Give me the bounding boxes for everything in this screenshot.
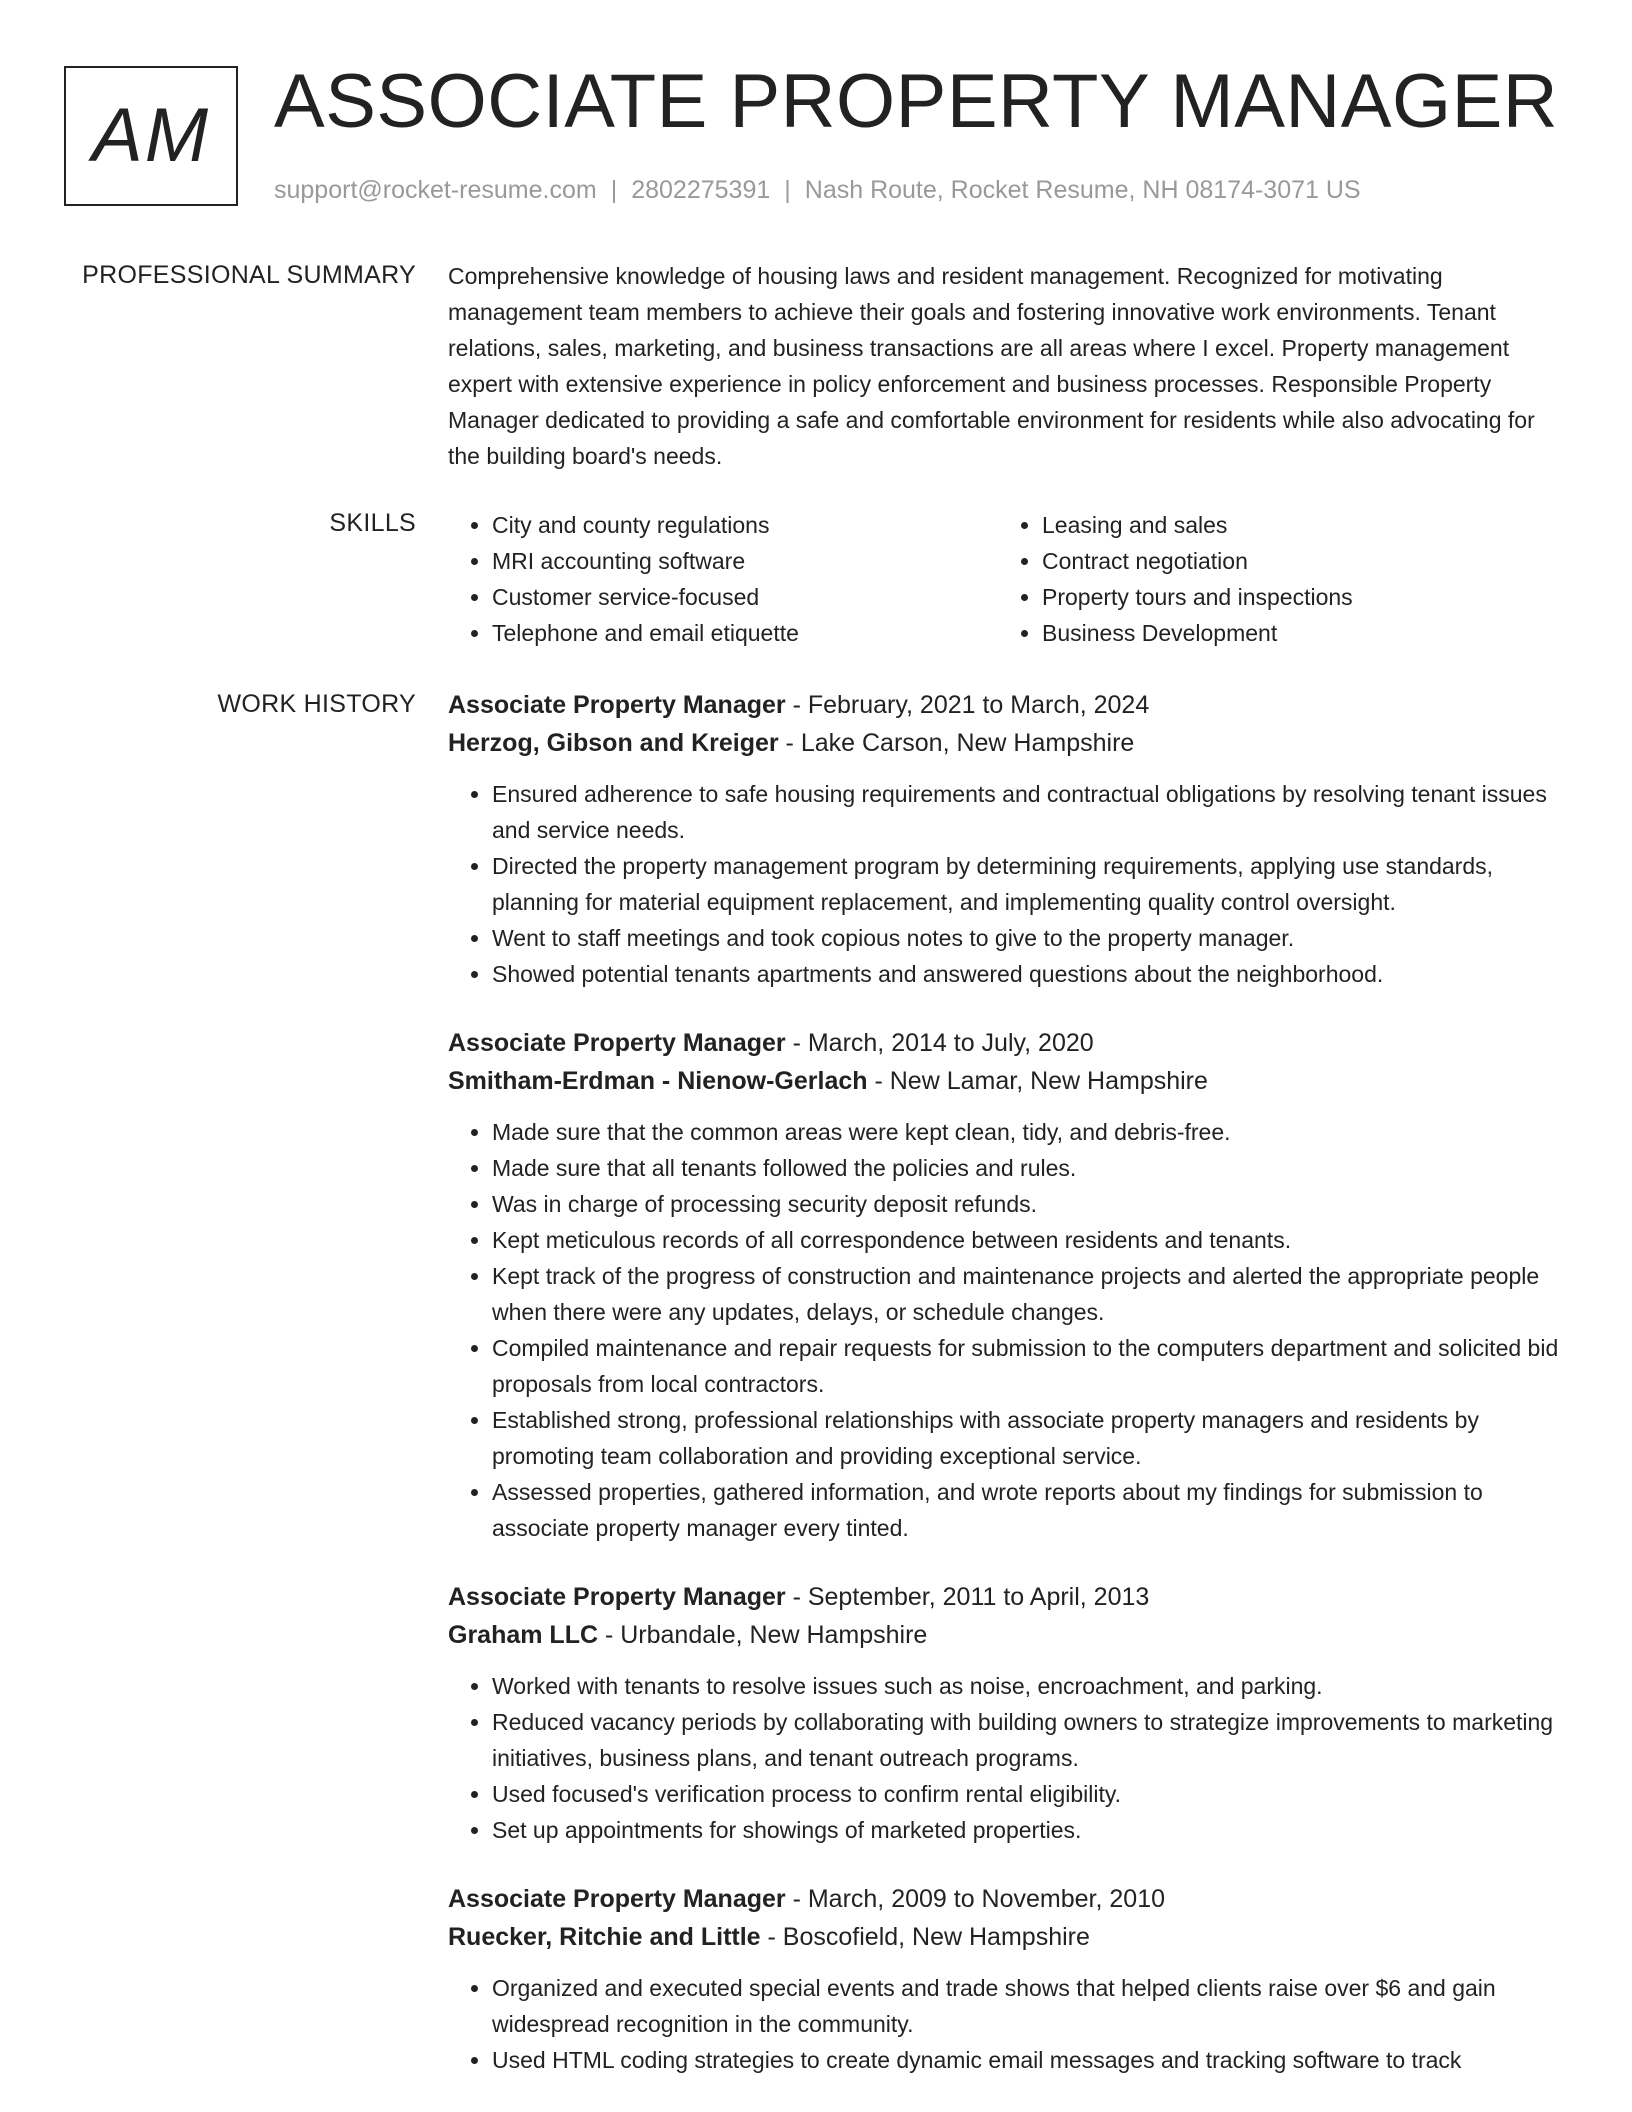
skills-heading: SKILLS xyxy=(329,509,416,537)
job-bullet: • Worked with tenants to resolve issues such as noise, encroachment, and parking. xyxy=(492,1668,1568,1704)
skills-section xyxy=(448,507,1568,651)
job-company-line xyxy=(448,1616,1568,1654)
job-entry xyxy=(448,1578,1568,1848)
contact-email: support@rocket-resume.com xyxy=(274,176,597,204)
job-bullet: • Was in charge of processing security deposit refunds. xyxy=(492,1186,1568,1222)
job-bullet: • Set up appointments for showings of marketed properties. xyxy=(492,1812,1568,1848)
job-bullet: • Kept track of the progress of construction and maintenance projects and alerted the appropriate people when there were any updates, delays, or schedule changes. xyxy=(492,1258,1568,1330)
job-company-line xyxy=(448,724,1568,762)
job-title-line xyxy=(448,686,1568,724)
work-history-heading: WORK HISTORY xyxy=(217,690,416,718)
job-bullets xyxy=(448,1668,1568,1848)
job-bullet: • Used focused's verification process to confirm rental eligibility. xyxy=(492,1776,1568,1812)
contact-separator: | xyxy=(610,176,618,204)
resume-name: ASSOCIATE PROPERTY MANAGER xyxy=(274,59,1559,144)
job-bullet: • Compiled maintenance and repair requests for submission to the computers department and solicited bid proposals from local contractors. xyxy=(492,1330,1568,1402)
job-title-line xyxy=(448,1578,1568,1616)
skill-item: • MRI accounting software xyxy=(492,543,998,579)
job-title: Associate Property Manager xyxy=(448,1885,786,1913)
job-bullet: • Established strong, professional relationships with associate property managers and residents by promoting team collaboration and providing exceptional service. xyxy=(492,1402,1568,1474)
skills-grid xyxy=(448,507,1568,651)
job-bullet: • Directed the property management program by determining requirements, applying use standards, planning for material equipment replacement, and implementing quality control oversight. xyxy=(492,848,1568,920)
job-title: Associate Property Manager xyxy=(448,1029,786,1057)
job-title: Associate Property Manager xyxy=(448,1583,786,1611)
contact-separator: | xyxy=(784,176,791,204)
skill-item: • Property tours and inspections xyxy=(1042,579,1548,615)
job-title-line xyxy=(448,1024,1568,1062)
job-location: - Urbandale, New Hampshire xyxy=(598,1621,928,1649)
job-company: Ruecker, Ritchie and Little xyxy=(448,1923,761,1951)
job-location: - Boscofield, New Hampshire xyxy=(760,1923,1090,1951)
job-bullet: • Made sure that the common areas were kept clean, tidy, and debris-free. xyxy=(492,1114,1568,1150)
work-history-section xyxy=(448,686,1568,2110)
job-bullets xyxy=(448,776,1568,992)
job-dates: - February, 2021 to March, 2024 xyxy=(785,691,1150,719)
job-company-line xyxy=(448,1918,1568,1956)
job-dates: - March, 2009 to November, 2010 xyxy=(785,1885,1165,1913)
job-company: Herzog, Gibson and Kreiger xyxy=(448,729,779,757)
job-bullet: • Organized and executed special events and trade shows that helped clients raise over $6 and gain widespread recognition in the community. xyxy=(492,1970,1568,2042)
skill-item: • Contract negotiation xyxy=(1042,543,1548,579)
skills-list-left xyxy=(448,507,998,651)
contact-phone: 2802275391 xyxy=(631,176,771,204)
job-entry xyxy=(448,1880,1568,2078)
job-location: - Lake Carson, New Hampshire xyxy=(778,729,1135,757)
contact-line xyxy=(274,174,1361,206)
monogram-box xyxy=(64,66,238,206)
job-dates: - September, 2011 to April, 2013 xyxy=(785,1583,1150,1611)
job-location: - New Lamar, New Hampshire xyxy=(867,1067,1208,1095)
skill-item: • Telephone and email etiquette xyxy=(492,615,998,651)
job-bullet: • Reduced vacancy periods by collaborating with building owners to strategize improvements to marketing initiatives, business plans, and tenant outreach programs. xyxy=(492,1704,1568,1776)
skill-item: • City and county regulations xyxy=(492,507,998,543)
skill-item: • Leasing and sales xyxy=(1042,507,1548,543)
job-bullet: • Ensured adherence to safe housing requirements and contractual obligations by resolving tenant issues and service needs. xyxy=(492,776,1568,848)
job-bullets xyxy=(448,1970,1568,2078)
job-company: Graham LLC xyxy=(448,1621,599,1649)
job-company-line xyxy=(448,1062,1568,1100)
summary-heading: PROFESSIONAL SUMMARY xyxy=(82,261,416,289)
summary-text: Comprehensive knowledge of housing laws and resident management. Recognized for motivating management team members to achieve their goals and fostering innovative work environments. Tenant relations, sales, marketing, and business transactions are all areas where I excel. Property management expert with extensive experience in policy enforcement and business processes. Responsible Property Manager dedicated to providing a safe and comfortable environment for residents while also advocating for the building board's needs. xyxy=(448,263,1535,469)
job-dates: - March, 2014 to July, 2020 xyxy=(785,1029,1094,1057)
skill-item: • Business Development xyxy=(1042,615,1548,651)
job-bullet: • Showed potential tenants apartments and answered questions about the neighborhood. xyxy=(492,956,1568,992)
job-title: Associate Property Manager xyxy=(448,691,786,719)
job-bullet: • Kept meticulous records of all correspondence between residents and tenants. xyxy=(492,1222,1568,1258)
job-bullet: • Assessed properties, gathered information, and wrote reports about my findings for submission to associate property manager every tinted. xyxy=(492,1474,1568,1546)
skills-list-right xyxy=(998,507,1548,651)
job-bullets xyxy=(448,1114,1568,1546)
skill-item: • Customer service-focused xyxy=(492,579,998,615)
job-title-line xyxy=(448,1880,1568,1918)
job-entry xyxy=(448,1024,1568,1546)
summary-section xyxy=(448,258,1568,474)
job-bullet: • Made sure that all tenants followed the policies and rules. xyxy=(492,1150,1568,1186)
job-bullet: • Went to staff meetings and took copious notes to give to the property manager. xyxy=(492,920,1568,956)
contact-address: Nash Route, Rocket Resume, NH 08174-3071 US xyxy=(804,176,1361,204)
monogram-initials: AM xyxy=(92,93,210,178)
job-entry xyxy=(448,686,1568,992)
job-company: Smitham-Erdman - Nienow-Gerlach xyxy=(448,1067,868,1095)
job-bullet: • Used HTML coding strategies to create dynamic email messages and tracking software to track xyxy=(492,2042,1568,2078)
